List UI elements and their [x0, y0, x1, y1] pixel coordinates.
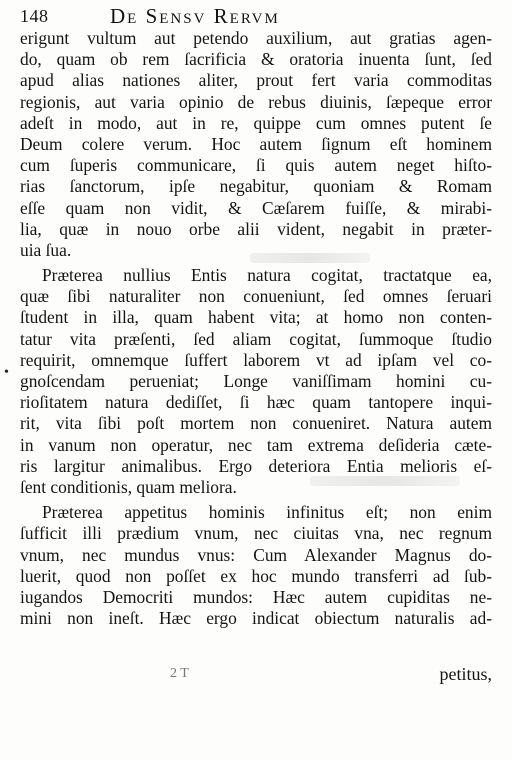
paragraph-2 — [20, 265, 492, 498]
text-line: ſtudent in illa, quam habent vita; at homo non conten- — [20, 307, 492, 328]
catchword: petitus, — [439, 664, 492, 684]
text-line: lia, quæ in nouo orbe alii vident, negabit in præter- — [20, 218, 492, 239]
text-line: regionis, aut varia opinio de rebus diuinis, ſæpeque error — [20, 91, 492, 112]
text-line: Deum colere verum. Hoc autem ſignum eſt hominem — [20, 133, 492, 154]
text-line: ris largitur animalibus. Ergo deteriora Entia melioris eſ- — [20, 455, 492, 476]
text-line: vnum, nec mundus vnus: Cum Alexander Magnus do- — [20, 544, 492, 565]
text-line: tatur vita præſenti, ſed aliam cogitat, ſummoque ſtudio — [20, 328, 492, 349]
text-line: Præterea nullius Entis natura cogitat, tractatque ea, — [42, 265, 492, 286]
text-line: eſſe quam non vidit, & Cæſarem fuiſſe, & mirabi- — [20, 197, 492, 218]
page-number: 148 — [20, 6, 49, 26]
text-line: iugandos Democriti mundos: Hæc autem cupiditas ne- — [20, 586, 492, 607]
text-line: adeſt in modo, aut in re, quippe cum omnes putent ſe — [20, 112, 492, 133]
paragraph-1 — [20, 28, 492, 261]
text-line: in vanum non operatur, nec tam extrema deſideria cæte- — [20, 434, 492, 455]
text-line: rit, vita ſibi poſt mortem non conueniret. Natura autem — [20, 413, 492, 434]
text-line: quæ ſibi naturaliter non conueniunt, ſed omnes ſeruari — [20, 286, 492, 307]
text-line: apud alias nationes aliter, prout fert varia commoditas — [20, 70, 492, 91]
text-line: rias ſanctorum, ipſe negabitur, quoniam & Romam — [20, 176, 492, 197]
text-line: luerit, quod non poſſet ex hoc mundo transferri ad ſub- — [20, 565, 492, 586]
text-line: uia ſua. — [20, 239, 72, 260]
text-line: rioſitatem natura dediſſet, ſi hæc quam tantopere inqui- — [20, 392, 492, 413]
text-line: Præterea appetitus hominis infinitus eſt; non enim — [42, 502, 492, 523]
running-head: De Sensv Rervm — [110, 4, 280, 28]
text-line: ſent conditionis, quam meliora. — [20, 476, 237, 497]
text-line: do, quam ob rem ſacrificia & oratoria inuenta ſunt, ſed — [20, 49, 492, 70]
text-line: ſufficit illi prædium vnum, nec ciuitas vna, nec regnum — [20, 523, 492, 544]
text-line: erigunt vultum aut petendo auxilium, aut gratias agen- — [20, 28, 492, 48]
text-line: gnoſcendam perueniat; Longe vaniſſimam homini cu- — [20, 371, 492, 391]
text-line: mini non ineſt. Hæc ergo indicat obiectum naturalis ad- — [20, 608, 492, 629]
signature-mark: 2 T — [170, 666, 189, 681]
page-header — [20, 4, 500, 28]
text-line: cum ſuperis communicare, ſi quis autem neget hiſto- — [20, 155, 492, 176]
paragraph-3 — [20, 502, 492, 629]
text-line: requirit, omnemque ſuffert laborem vt ad ipſam vel co- — [20, 349, 492, 370]
margin-dot-mark: • — [4, 365, 9, 380]
page-footer — [20, 664, 492, 690]
text-body — [20, 28, 492, 629]
